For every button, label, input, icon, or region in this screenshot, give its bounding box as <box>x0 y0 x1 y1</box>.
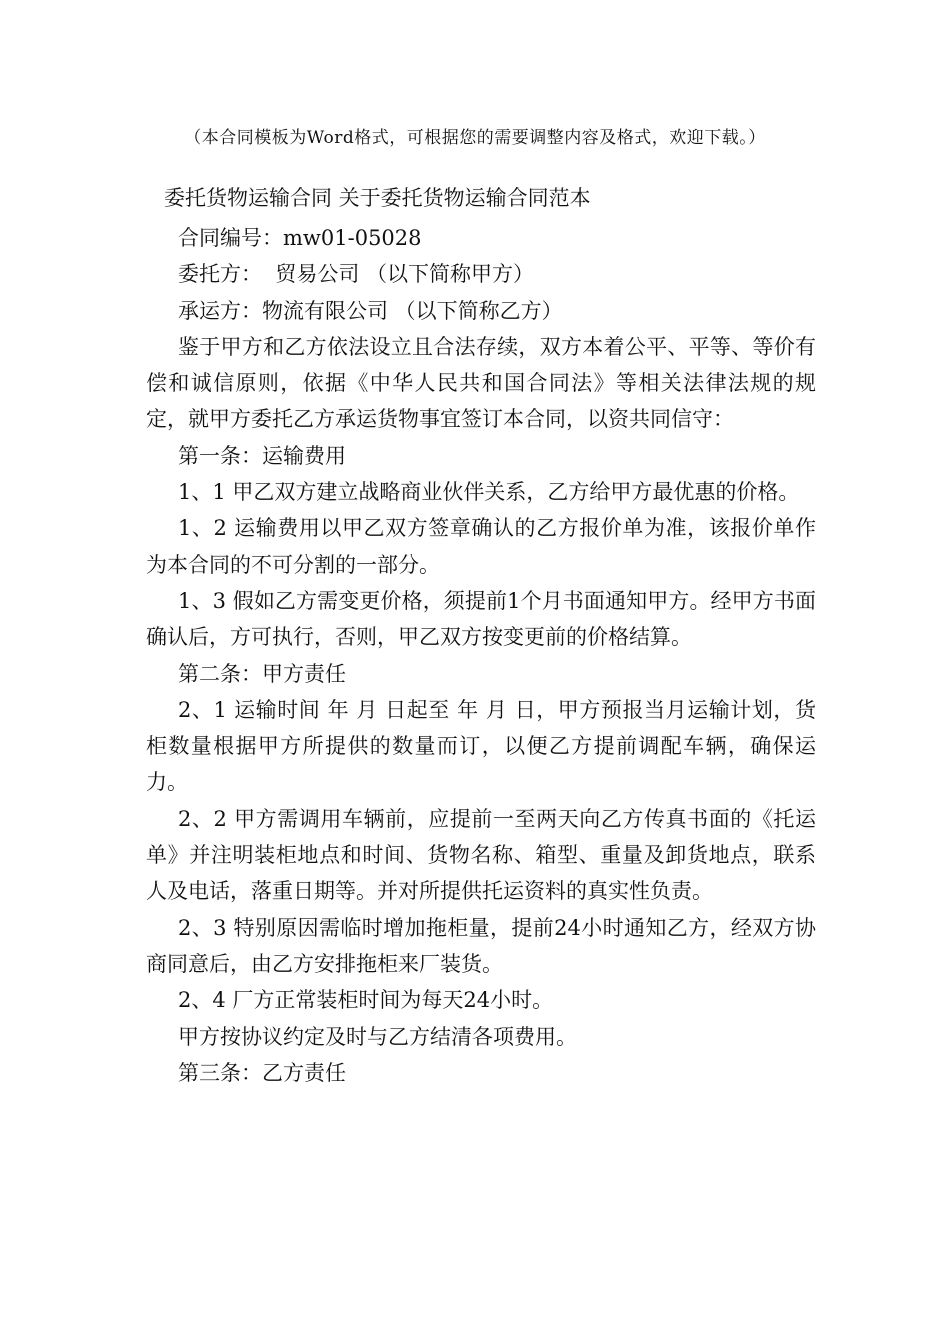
clause-2-4: 2、4 厂方正常装柜时间为每天24小时。 <box>178 988 554 1013</box>
clause-1-2: 1、2 运输费用以甲乙双方签章确认的乙方报价单为准，该报价单作为本合同的不可分割的一部分。 <box>146 516 816 577</box>
clause-1-1: 1、1 甲乙双方建立战略商业伙伴关系，乙方给甲方最优惠的价格。 <box>178 480 800 505</box>
template-note: （本合同模板为Word格式，可根据您的需要调整内容及格式，欢迎下载。） <box>184 128 766 148</box>
article3-heading: 第三条：乙方责任 <box>178 1060 346 1085</box>
clause-2-1: 2、1 运输时间 年 月 日起至 年 月 日，甲方预报当月运输计划，货柜数量根据甲方所提供的数量而订，以便乙方提前调配车辆，确保运力。 <box>146 697 816 795</box>
client-party: 委托方： 贸易公司 （以下简称甲方） <box>178 262 535 287</box>
carrier-party: 承运方：物流有限公司 （以下简称乙方） <box>178 298 563 323</box>
clause-2-3: 2、3 特别原因需临时增加拖柜量，提前24小时通知乙方，经双方协商同意后，由乙方安排拖柜来厂装货。 <box>146 915 816 976</box>
preamble-paragraph: 鉴于甲方和乙方依法设立且合法存续，双方本着公平、平等、等价有偿和诚信原则，依据《中华人民共和国合同法》等相关法律法规的规定，就甲方委托乙方承运货物事宜签订本合同，以资共同信守： <box>146 334 816 432</box>
article1-heading: 第一条：运输费用 <box>178 443 346 468</box>
document-title: 委托货物运输合同 关于委托货物运输合同范本 <box>164 186 591 210</box>
clause-1-3: 1、3 假如乙方需变更价格，须提前1个月书面通知甲方。经甲方书面确认后，方可执行，否则，甲乙双方按变更前的价格结算。 <box>146 588 816 650</box>
contract-number: 合同编号：mw01-05028 <box>178 226 422 250</box>
document-body <box>146 220 816 1091</box>
clause-2-5: 甲方按协议约定及时与乙方结清各项费用。 <box>178 1024 577 1049</box>
clause-2-2: 2、2 甲方需调用车辆前，应提前一至两天向乙方传真书面的《托运单》并注明装柜地点和时间、货物名称、箱型、重量及卸货地点，联系人及电话，落重日期等。并对所提供托运资料的真实性负责。 <box>146 806 816 904</box>
article2-heading: 第二条：甲方责任 <box>178 661 346 686</box>
